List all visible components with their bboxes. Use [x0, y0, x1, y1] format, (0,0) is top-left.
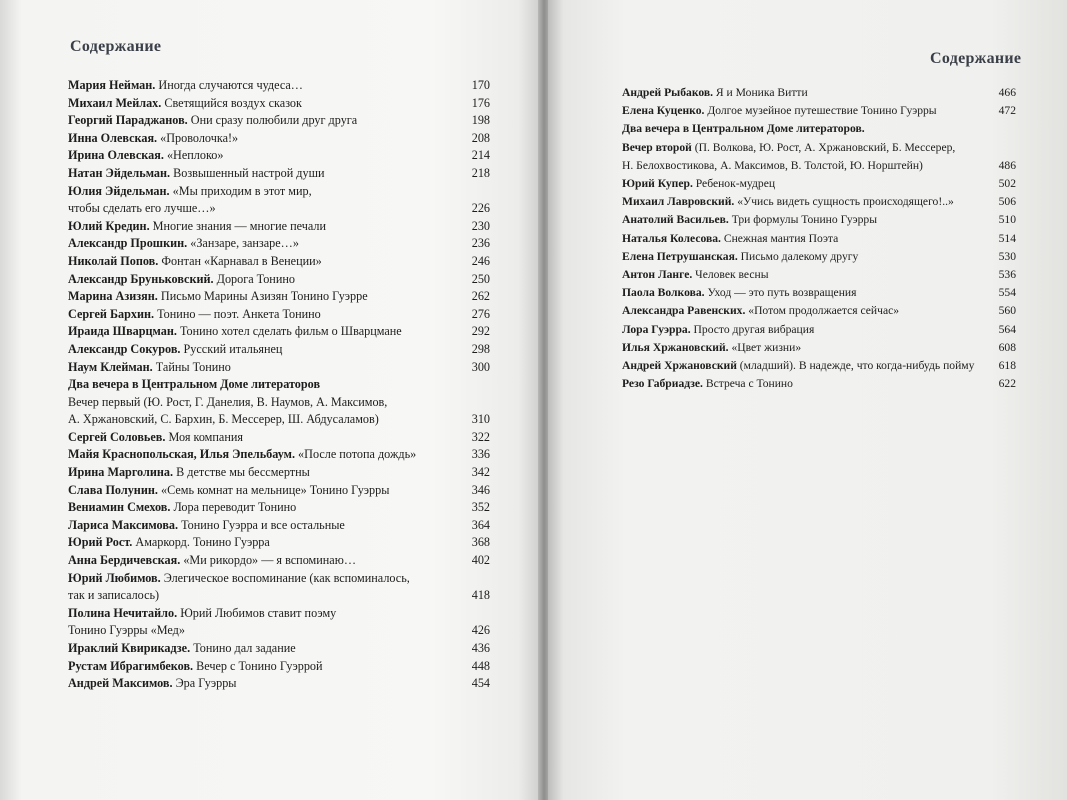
toc-entry-page-number: 226: [471, 201, 490, 216]
toc-entry-title: А. Хржановский, С. Бархин, Б. Мессерер, Ш. Абдусаламов): [68, 412, 379, 427]
toc-entry-author: Вениамин Смехов.: [68, 500, 171, 515]
toc-entry: [622, 357, 1016, 375]
toc-entry-page-number: 214: [471, 148, 490, 163]
toc-entry-author: Юрий Купер.: [622, 177, 693, 191]
toc-entry: [68, 253, 490, 271]
toc-entry-title: Тайны Тонино: [155, 359, 231, 374]
toc-entry-author: Резо Габриадзе.: [622, 377, 703, 391]
toc-entry: [68, 235, 490, 253]
toc-entry: [68, 271, 490, 289]
toc-entry: [68, 570, 490, 588]
toc-entry-author: Андрей Максимов.: [68, 676, 173, 691]
toc-entry-page-number: 208: [471, 130, 490, 145]
toc-entry-author: Андрей Хржановский: [622, 359, 737, 373]
toc-entry: [68, 552, 490, 570]
toc-entry-page-number: 454: [471, 676, 490, 691]
toc-entry-title: Три формулы Тонино Гуэрры: [731, 213, 878, 227]
toc-entry-page-number: 322: [471, 429, 490, 444]
toc-entry-page-number: 436: [471, 641, 490, 655]
toc-entry: [68, 482, 490, 500]
toc-entry-page-number: 618: [998, 359, 1016, 373]
toc-entry: [68, 323, 490, 341]
toc-entry: [68, 306, 490, 324]
toc-entry: [68, 622, 490, 640]
toc-entry-title: «Семь комнат на мельнице» Тонино Гуэрры: [160, 482, 390, 497]
toc-entry: [68, 394, 490, 412]
toc-entry-page-number: 536: [998, 268, 1016, 282]
toc-entry: [68, 376, 490, 394]
left-page-heading: Содержание: [70, 38, 162, 55]
toc-entry-title: Возвышенный настрой души: [173, 165, 325, 180]
toc-entry: [622, 84, 1016, 102]
toc-entry: [622, 211, 1016, 229]
toc-entry-page-number: 170: [471, 78, 490, 92]
toc-entry-title: Тонино дал задание: [193, 641, 296, 655]
toc-entry: [68, 640, 490, 658]
toc-entry-page-number: 364: [471, 517, 490, 532]
toc-entry-page-number: 510: [998, 213, 1016, 227]
toc-entry-author: Сергей Бархин.: [68, 306, 155, 321]
toc-entry-title: так и записалось): [68, 588, 160, 603]
toc-entry-title: Эра Гуэрры: [175, 676, 237, 691]
toc-entry-author: Лора Гуэрра.: [622, 322, 691, 336]
toc-entry: [68, 183, 490, 201]
toc-entry-page-number: 276: [471, 306, 490, 321]
toc-entry-author: Александра Равенских.: [622, 304, 746, 318]
toc-entry-title: Просто другая вибрация: [693, 322, 815, 336]
toc-entry-page-number: 218: [471, 165, 490, 180]
toc-entry-title: Тонино — поэт. Анкета Тонино: [157, 306, 321, 321]
toc-entry-title: «После потопа дождь»: [298, 447, 417, 462]
toc-entry-page-number: 608: [998, 340, 1016, 354]
toc-entry-author: Илья Хржановский.: [622, 340, 729, 354]
toc-entry-title: Я и Моника Витти: [715, 86, 808, 99]
toc-entry-title: Письмо далекому другу: [740, 249, 859, 263]
toc-entry: [68, 165, 490, 183]
toc-entry: [68, 429, 490, 447]
toc-entry-title: «Занзаре, занзаре…»: [190, 236, 299, 251]
toc-entry: [68, 147, 490, 165]
toc-entry: [622, 339, 1016, 357]
toc-entry-author: Наум Клейман.: [68, 359, 153, 374]
toc-entry-author: Паола Волкова.: [622, 286, 705, 300]
toc-entry-page-number: 448: [471, 658, 490, 673]
toc-entry: [622, 266, 1016, 284]
toc-entry-title: Вечер с Тонино Гуэррой: [196, 658, 323, 673]
toc-entry-author: Александр Прошкин.: [68, 236, 188, 251]
toc-entry-author: Марина Азизян.: [68, 289, 158, 304]
toc-entry: [622, 321, 1016, 339]
toc-entry-title: «Проволочка!»: [160, 130, 239, 145]
toc-entry-page-number: 310: [471, 412, 490, 427]
toc-entry-author: Александр Бруньковский.: [68, 271, 214, 286]
toc-entry-author: Наталья Колесова.: [622, 231, 721, 245]
toc-entry: [68, 446, 490, 464]
toc-entry-page-number: 176: [471, 95, 490, 110]
toc-entry-title: (младший). В надежде, что когда-нибудь пойму: [739, 359, 975, 373]
toc-entry-title: (П. Волкова, Ю. Рост, А. Хржановский, Б. Мессерер,: [694, 140, 956, 154]
toc-entry: [68, 605, 490, 623]
toc-entry-author: Георгий Параджанов.: [68, 113, 188, 128]
toc-entry: [68, 587, 490, 605]
toc-entry: [68, 288, 490, 306]
toc-entry-page-number: 514: [998, 231, 1016, 245]
toc-entry-title: Элегическое воспоминание (как вспоминалось,: [163, 570, 410, 585]
toc-entry-author: Елена Петрушанская.: [622, 249, 738, 263]
toc-entry-title: Светящийся воздух сказок: [164, 95, 302, 110]
toc-entry-title: Н. Белохвостикова, А. Максимов, В. Толстой, Ю. Норштейн): [622, 158, 923, 172]
toc-entry-author: Юрий Рост.: [68, 535, 133, 550]
right-toc-list: [622, 84, 1016, 393]
toc-entry-author: Андрей Рыбаков.: [622, 86, 714, 99]
toc-entry-title: Моя компания: [168, 429, 243, 444]
toc-entry-author: Мария Нейман.: [68, 78, 156, 92]
toc-entry-title: «Мы приходим в этот мир,: [172, 183, 312, 198]
toc-entry-title: Ребенок-мудрец: [695, 177, 776, 191]
toc-entry: [622, 284, 1016, 302]
toc-entry-author: Юлия Эйдельман.: [68, 183, 170, 198]
toc-entry-title: Уход — это путь возвращения: [707, 286, 857, 300]
toc-entry-author: Юрий Любимов.: [68, 570, 161, 585]
toc-entry-page-number: 346: [471, 482, 490, 497]
toc-entry: [68, 130, 490, 148]
toc-entry-title: «Ми рикордо» — я вспоминаю…: [183, 553, 357, 568]
toc-entry-title: «Цвет жизни»: [731, 340, 802, 354]
toc-entry: [68, 95, 490, 113]
toc-entry-author: Ирина Марголина.: [68, 465, 174, 480]
toc-entry-author: Полина Нечитайло.: [68, 605, 178, 620]
toc-entry-title: Вечер первый (Ю. Рост, Г. Данелия, В. Наумов, А. Максимов,: [68, 394, 388, 409]
toc-entry-author: Анатолий Васильев.: [622, 213, 729, 227]
toc-entry-page-number: 564: [998, 322, 1016, 336]
toc-entry-page-number: 246: [471, 253, 490, 268]
toc-entry: [622, 102, 1016, 120]
toc-entry: [68, 200, 490, 218]
toc-entry: [622, 175, 1016, 193]
toc-entry: [68, 77, 490, 95]
toc-entry: [68, 112, 490, 130]
toc-entry-page-number: 530: [998, 249, 1016, 263]
toc-entry: [68, 341, 490, 359]
toc-entry-title: Иногда случаются чудеса…: [158, 78, 303, 92]
toc-entry-title: Дорога Тонино: [216, 271, 295, 286]
toc-entry-title: Лора переводит Тонино: [173, 500, 297, 515]
toc-entry-title: Юрий Любимов ставит поэму: [180, 605, 337, 620]
toc-entry-page-number: 236: [471, 236, 490, 251]
toc-entry-author: Два вечера в Центральном Доме литераторов: [68, 377, 321, 392]
toc-entry: [68, 411, 490, 429]
toc-entry: [622, 139, 1016, 157]
toc-entry-page-number: 506: [998, 195, 1016, 209]
toc-entry-author: Анна Бердичевская.: [68, 553, 181, 568]
toc-entry-page-number: 560: [998, 304, 1016, 318]
toc-entry: [622, 157, 1016, 175]
toc-entry-title: «Учись видеть сущность происходящего!..»: [737, 195, 954, 209]
toc-entry-page-number: 292: [471, 324, 490, 339]
toc-entry-page-number: 342: [471, 465, 490, 480]
toc-entry-author: Николай Попов.: [68, 253, 159, 268]
toc-entry: [622, 230, 1016, 248]
toc-entry-title: Тонино хотел сделать фильм о Шварцмане: [179, 324, 402, 339]
toc-entry-page-number: 300: [471, 359, 490, 374]
left-toc-list: [68, 77, 490, 693]
toc-entry-page-number: 418: [471, 588, 490, 603]
toc-entry-page-number: 352: [471, 500, 490, 515]
toc-entry-author: Майя Краснопольская, Илья Эпельбаум.: [68, 447, 295, 462]
toc-entry-author: Ираклий Квирикадзе.: [68, 641, 191, 655]
toc-entry-page-number: 198: [471, 113, 490, 128]
toc-entry: [622, 248, 1016, 266]
toc-entry: [68, 658, 490, 676]
toc-entry-page-number: 250: [471, 271, 490, 286]
toc-entry-page-number: 368: [471, 535, 490, 550]
toc-entry-author: Лариса Максимова.: [68, 517, 179, 532]
toc-entry-title: Человек весны: [695, 268, 769, 282]
toc-entry: [68, 534, 490, 552]
toc-entry-page-number: 230: [471, 218, 490, 233]
toc-entry-title: Многие знания — многие печали: [152, 218, 326, 233]
toc-entry: [68, 517, 490, 535]
toc-entry-author: Вечер второй: [622, 140, 692, 154]
toc-entry-author: Слава Полунин.: [68, 482, 158, 497]
toc-entry-author: Сергей Соловьев.: [68, 429, 166, 444]
toc-entry-author: Михаил Лавровский.: [622, 195, 735, 209]
toc-entry-page-number: 336: [471, 447, 490, 462]
toc-entry-title: Фонтан «Карнавал в Венеции»: [161, 253, 322, 268]
toc-entry-page-number: 262: [471, 289, 490, 304]
toc-entry: [622, 375, 1016, 393]
toc-entry-page-number: 472: [998, 104, 1016, 118]
toc-entry-page-number: 502: [998, 177, 1016, 191]
toc-entry: [68, 675, 490, 693]
toc-entry-title: чтобы сделать его лучше…»: [68, 201, 216, 216]
toc-entry-author: Александр Сокуров.: [68, 341, 181, 356]
toc-entry-title: Тонино Гуэрры «Мед»: [68, 623, 185, 638]
toc-entry-page-number: 486: [998, 158, 1016, 172]
toc-entry-title: Письмо Марины Азизян Тонино Гуэрре: [160, 289, 368, 304]
toc-entry-author: Ирина Олевская.: [68, 148, 164, 163]
toc-entry: [622, 302, 1016, 320]
right-page-heading: Содержание: [930, 50, 1022, 67]
toc-entry-author: Рустам Ибрагимбеков.: [68, 658, 194, 673]
toc-entry: [68, 499, 490, 517]
toc-entry-author: Юлий Кредин.: [68, 218, 150, 233]
toc-entry: [68, 218, 490, 236]
toc-entry-page-number: 466: [998, 86, 1016, 99]
toc-entry-page-number: 298: [471, 341, 490, 356]
toc-entry-page-number: 554: [998, 286, 1016, 300]
toc-entry-title: Амаркорд. Тонино Гуэрра: [135, 535, 270, 550]
toc-entry: [622, 193, 1016, 211]
toc-entry-author: Михаил Мейлах.: [68, 95, 162, 110]
toc-entry-title: Тонино Гуэрра и все остальные: [181, 517, 345, 532]
toc-entry-title: В детстве мы бессмертны: [176, 465, 310, 480]
toc-entry-page-number: 402: [471, 553, 490, 568]
toc-entry-title: Встреча с Тонино: [705, 377, 793, 391]
toc-entry-author: Натан Эйдельман.: [68, 165, 171, 180]
toc-entry-author: Два вечера в Центральном Доме литераторов.: [622, 122, 865, 136]
toc-entry-author: Инна Олевская.: [68, 130, 158, 145]
toc-entry-title: Они сразу полюбили друг друга: [190, 113, 358, 128]
toc-entry-title: Долгое музейное путешествие Тонино Гуэрры: [707, 104, 937, 118]
toc-entry-title: «Потом продолжается сейчас»: [748, 304, 900, 318]
toc-entry-author: Елена Куценко.: [622, 104, 705, 118]
toc-entry: [68, 359, 490, 377]
toc-entry-author: Ираида Шварцман.: [68, 324, 177, 339]
toc-entry-author: Антон Ланге.: [622, 268, 693, 282]
toc-entry-title: Снежная мантия Поэта: [723, 231, 839, 245]
toc-entry-title: «Неплоко»: [166, 148, 224, 163]
toc-entry-page-number: 426: [471, 623, 490, 638]
toc-entry-page-number: 622: [998, 377, 1016, 391]
toc-entry: [68, 464, 490, 482]
toc-entry-title: Русский итальянец: [183, 341, 283, 356]
toc-entry: [622, 120, 1016, 138]
